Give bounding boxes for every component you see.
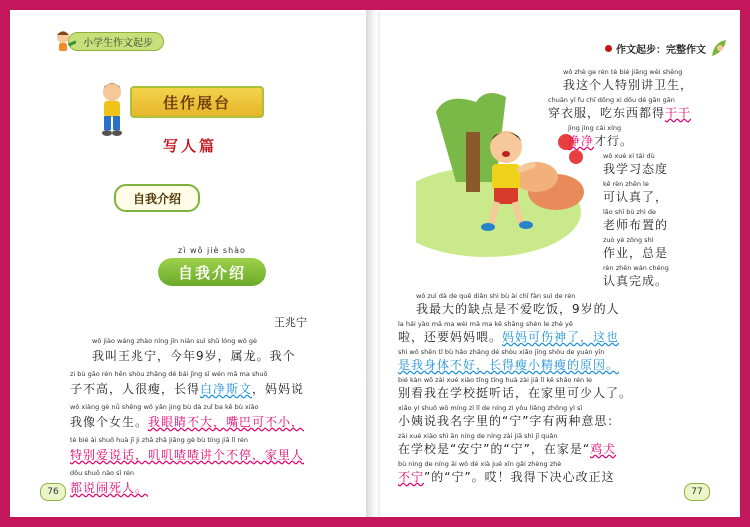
text-line xyxy=(398,292,723,320)
hanzi-line xyxy=(92,347,296,364)
hanzi-line xyxy=(416,300,620,317)
text-segment: 作业，总是 xyxy=(603,246,669,260)
pencil-kid-icon xyxy=(50,28,76,54)
text-segment: 我眼睛不大，嘴巴可不小， xyxy=(148,415,305,429)
text-line xyxy=(398,236,723,264)
essay-body-left xyxy=(70,337,360,502)
text-line xyxy=(398,320,723,348)
section-banner: 佳作展台 xyxy=(130,86,264,118)
text-segment: 啦，还要妈妈喂。 xyxy=(398,330,503,344)
text-line xyxy=(398,404,723,432)
hanzi-line xyxy=(70,479,148,496)
bullet-icon xyxy=(605,45,612,52)
topic-tag: 自我介绍 xyxy=(114,184,200,212)
text-segment: 是我身体不好，长得瘦小精瘦的原因。 xyxy=(398,358,620,372)
right-header-title: 作文起步：完整作文 xyxy=(616,44,706,56)
boy-illustration xyxy=(92,80,132,140)
text-segment: 穿衣服，吃东西都得 xyxy=(548,106,666,120)
left-header-title: 小学生作文起步 xyxy=(68,32,164,51)
hanzi-line xyxy=(398,328,619,345)
text-segment: 鸡犬 xyxy=(590,442,617,456)
text-segment: 我像个女生。 xyxy=(70,415,149,429)
text-line xyxy=(70,370,360,403)
pinyin-line: kě rèn zhēn le xyxy=(603,180,649,188)
essay-title: 自我介绍 xyxy=(158,258,266,286)
text-line xyxy=(70,337,360,370)
hanzi-line xyxy=(398,440,616,457)
left-page xyxy=(10,10,370,517)
page-number-right: 77 xyxy=(684,483,710,501)
text-segment: 认真完成。 xyxy=(603,274,669,288)
text-segment: 我叫王兆宁，今年9岁，属龙。我个 xyxy=(92,349,296,363)
text-line xyxy=(398,348,723,376)
hanzi-line xyxy=(603,272,668,289)
text-segment: 别看我在学校挺听话，在家里可少人了。 xyxy=(398,386,633,400)
pinyin-line: chuān yī fu chī dōng xi dōu dé gān gān xyxy=(548,96,675,104)
hanzi-line xyxy=(398,384,632,401)
pinyin-line: zi bù gāo rén hěn shòu zhǎng dé bái jìng sī wén mā ma shuō xyxy=(70,370,268,378)
page-number-left: 76 xyxy=(40,483,66,501)
text-segment: 我最大的缺点是不爱吃饭，9岁的人 xyxy=(416,302,620,316)
text-line xyxy=(70,436,360,469)
text-line xyxy=(398,68,723,96)
hanzi-line xyxy=(548,104,691,121)
text-line xyxy=(70,403,360,436)
text-segment: 净净 xyxy=(568,134,595,148)
text-segment: 在学校是“安宁”的“宁”，在家是“ xyxy=(398,442,591,456)
pinyin-line: rèn zhēn wán chéng xyxy=(603,264,669,272)
text-line xyxy=(398,460,723,488)
hanzi-line xyxy=(398,412,620,429)
pinyin-line: lǎo shī bù zhì de xyxy=(603,208,657,216)
text-line xyxy=(398,124,723,152)
text-line xyxy=(70,469,360,502)
hanzi-line xyxy=(603,216,668,233)
text-segment: 子不高，人很瘦，长得 xyxy=(70,382,201,396)
text-line xyxy=(398,152,723,180)
hanzi-line xyxy=(603,244,668,261)
pinyin-line: wǒ zhè ge rén tè bié jiǎng wèi shēng xyxy=(563,68,683,76)
text-segment: 小姨说我名字里的“宁”字有两种意思： xyxy=(398,414,621,428)
hanzi-line xyxy=(568,132,633,149)
text-segment: 都说闹死人。 xyxy=(70,481,149,495)
text-line xyxy=(398,180,723,208)
right-page xyxy=(380,10,740,517)
pinyin-line: dōu shuō nào sǐ rén xyxy=(70,469,135,477)
pinyin-line: tè bié ài shuō huà jī ji zhā zhā jiǎng gè bù tíng jiā lǐ rén xyxy=(70,436,249,444)
leaf-kid-icon xyxy=(710,38,728,58)
book-spread xyxy=(10,10,740,517)
pinyin-line: wǒ zuì dà de quē diǎn shì bù ài chī fàn suì de rén xyxy=(416,292,576,300)
text-segment: 才行。 xyxy=(594,134,634,148)
text-segment: ”的“宁”。哎！我得下决心改正这 xyxy=(424,470,615,484)
hanzi-line xyxy=(603,188,668,205)
pinyin-line: jìng jìng cái xíng xyxy=(568,124,622,132)
category-heading: 写人篇 xyxy=(162,137,217,155)
text-segment: 干干 xyxy=(665,106,692,120)
text-line xyxy=(398,264,723,292)
text-segment: 老师布置的 xyxy=(603,218,669,232)
pinyin-line: bié kàn wǒ zài xué xiào tǐng tīng huà zài jiā lǐ kě shǎo rén le xyxy=(398,376,593,384)
text-segment: ，妈妈说 xyxy=(252,382,305,396)
pinyin-line: wǒ xiàng gè nǚ shēng wǒ yǎn jing bù dà zuǐ ba kě bù xiǎo xyxy=(70,403,259,411)
text-segment: 我学习态度 xyxy=(603,162,669,176)
right-header xyxy=(605,38,728,58)
hanzi-line xyxy=(398,356,619,373)
left-header xyxy=(50,30,164,52)
text-line xyxy=(398,96,723,124)
hanzi-line xyxy=(70,446,304,463)
pinyin-line: la hái yào mā ma wèi mā ma kě shāng shén le zhè yě xyxy=(398,320,573,328)
pinyin-line: zài xué xiào shì ān níng de níng zài jiā shì jī quǎn xyxy=(398,432,558,440)
text-line xyxy=(398,432,723,460)
text-segment: 白净斯文 xyxy=(200,382,253,396)
pinyin-line: bù níng de níng āi wǒ dé xià jué xīn gǎi zhèng zhè xyxy=(398,460,562,468)
hanzi-line xyxy=(70,413,304,430)
author-name: 王兆宁 xyxy=(274,316,307,329)
pinyin-line: zuò yè zǒng shì xyxy=(603,236,654,244)
text-segment: 我这个人特别讲卫生， xyxy=(563,78,694,92)
text-segment: 妈妈可伤神了，这也 xyxy=(502,330,620,344)
essay-body-right xyxy=(398,68,723,488)
text-segment: 不宁 xyxy=(398,470,425,484)
pinyin-line: shì wǒ shēn tǐ bù hǎo zhǎng dé shòu xiǎo jīng shòu de yuán yīn xyxy=(398,348,605,356)
hanzi-line xyxy=(70,380,304,397)
pinyin-line: xiǎo yí shuō wǒ míng zì lǐ de níng zì yǒu liǎng zhǒng yì sī xyxy=(398,404,583,412)
hanzi-line xyxy=(603,160,668,177)
text-segment: 可认真了， xyxy=(603,190,669,204)
hanzi-line xyxy=(563,76,693,93)
title-pinyin: zì wǒ jiè shào xyxy=(178,246,246,255)
hanzi-line xyxy=(398,468,615,485)
text-line xyxy=(398,376,723,404)
text-line xyxy=(398,208,723,236)
text-segment: 特别爱说话，叽叽喳喳讲个不停，家里人 xyxy=(70,448,305,462)
pinyin-line: wǒ xué xí tài dù xyxy=(603,152,655,160)
pinyin-line: wǒ jiào wáng zhào níng jīn nián suì shǔ lóng wǒ gè xyxy=(92,337,257,345)
